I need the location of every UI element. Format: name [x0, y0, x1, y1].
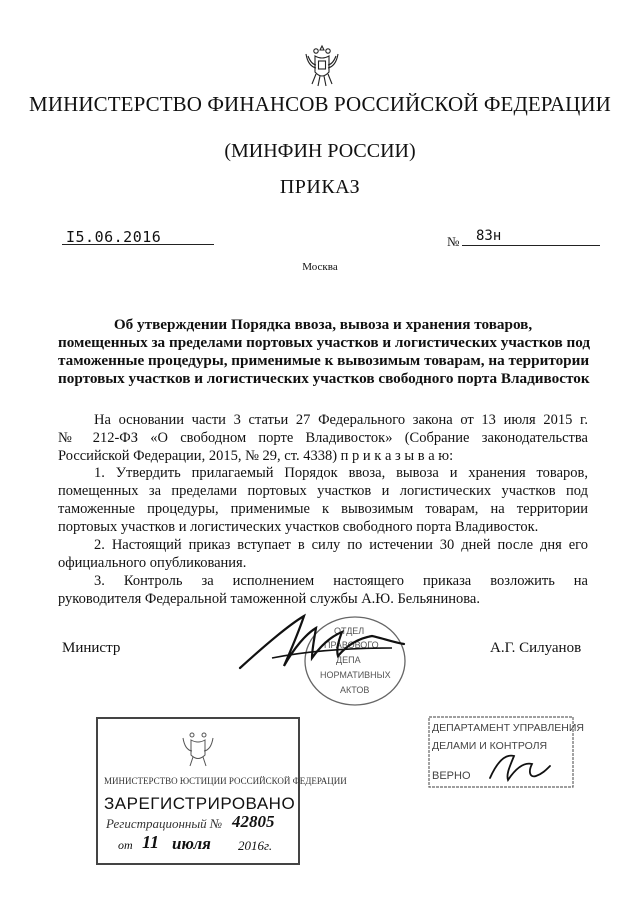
registration-year: 2016г. — [238, 838, 273, 853]
title-line: портовых участков и логистических участков свободного порта Владивосток — [58, 370, 590, 387]
registered-label: ЗАРЕГИСТРИРОВАНО — [104, 794, 296, 813]
dept-stamp-line: ДЕЛАМИ И КОНТРОЛЯ — [432, 740, 548, 752]
body-line: официального опубликования. — [58, 555, 247, 571]
registration-number: 42805 — [232, 812, 275, 831]
title-line: таможенные процедуры, применимые к вывозимым товарам, на территории — [58, 352, 590, 369]
order-title — [58, 316, 591, 388]
number-underline — [462, 245, 600, 246]
stamp-text: ОТДЕЛ — [334, 626, 365, 636]
registration-day: 11 — [142, 832, 160, 852]
body-line: Российской Федерации, 2015, № 29, ст. 4338) п р и к а з ы в а ю: — [58, 448, 454, 464]
stamp-text: ПРАВОВОГО — [324, 640, 379, 650]
body-line: 1. Утвердить прилагаемый Порядок ввоза, вывоза и хранения товаров, — [94, 465, 588, 481]
body-line: руководителя Федеральной таможенной службы А.Ю. Бельянинова. — [58, 591, 480, 607]
number-sign: № — [447, 234, 460, 249]
stamp-text: НОРМАТИВНЫХ — [320, 670, 391, 680]
body-line: 2. Настоящий приказ вступает в силу по истечении 30 дней после дня его — [94, 537, 588, 553]
registration-number-label: Регистрационный № — [106, 816, 223, 831]
body-line: № 212-ФЗ «О свободном порте Владивосток» (Собрание законодательства — [58, 430, 588, 446]
double-headed-eagle-emblem-icon — [302, 40, 342, 90]
stamp-text: ДЕПА — [336, 655, 361, 665]
signatory-name: А.Г. Силуанов — [490, 640, 582, 656]
title-line: Об утверждении Порядка ввоза, вывоза и хранения товаров, — [113, 316, 533, 333]
dept-stamp-line: ДЕПАРТАМЕНТ УПРАВЛЕНИЯ — [432, 722, 584, 734]
order-date: I5.06.2016 — [66, 228, 162, 246]
stamp-text: АКТОВ — [340, 685, 370, 695]
body-line: помещенных за пределами портовых участков и логистических участков под — [58, 483, 588, 499]
body-line: портовых участков и логистических участков свободного порта Владивосток. — [58, 519, 539, 535]
registration-date-prefix: от — [118, 838, 133, 852]
body-line: 3. Контроль за исполнением настоящего приказа возложить на — [94, 573, 588, 589]
ministry-short-name: (МИНФИН РОССИИ) — [224, 140, 416, 162]
date-underline — [62, 244, 214, 245]
control-signature — [484, 748, 554, 788]
emblem-icon — [180, 726, 216, 770]
registration-month: июля — [172, 834, 211, 853]
signatory-position: Министр — [62, 640, 121, 656]
body-line: таможенные процедуры, применимые к вывозимым товарам, на территории — [58, 501, 588, 517]
order-number: 83н — [476, 228, 502, 244]
city: Москва — [302, 261, 338, 273]
body-line: На основании части 3 статьи 27 Федерального закона от 13 июля 2015 г. — [94, 412, 588, 428]
registration-ministry: МИНИСТЕРСТВО ЮСТИЦИИ РОССИЙСКОЙ ФЕДЕРАЦИИ — [104, 776, 347, 786]
minister-signature — [232, 608, 412, 678]
ministry-name: МИНИСТЕРСТВО ФИНАНСОВ РОССИЙСКОЙ ФЕДЕРАЦИИ — [29, 92, 611, 116]
document-type: ПРИКАЗ — [279, 176, 361, 198]
dept-stamp-line: ВЕРНО — [432, 770, 471, 782]
title-line: помещенных за пределами портовых участков и логистических участков под — [58, 334, 591, 351]
